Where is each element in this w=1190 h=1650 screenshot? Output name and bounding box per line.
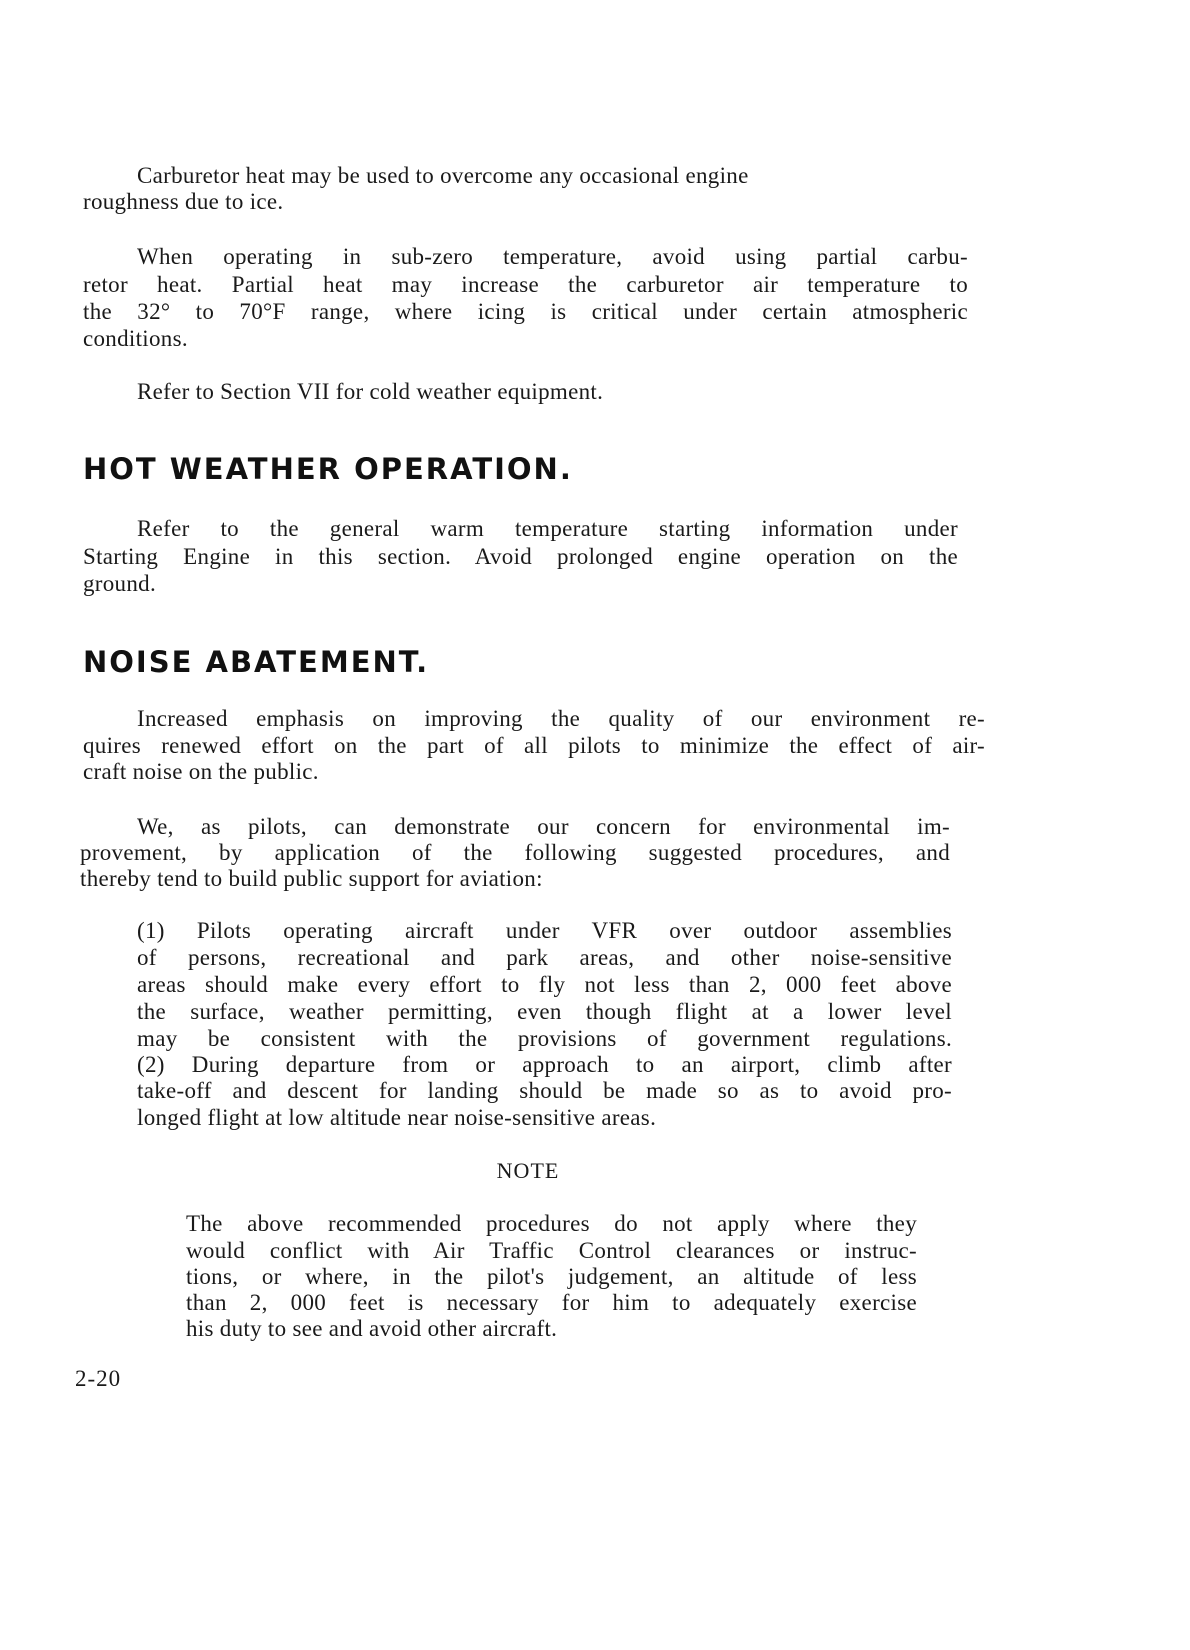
note-title: NOTE <box>496 1158 560 1183</box>
paragraph-sub-zero-line: When operating in sub-zero temperature, avoid using partial carbu- <box>137 244 968 269</box>
paragraph-note-body-line: tions, or where, in the pilot's judgement, an altitude of less <box>186 1264 917 1289</box>
paragraph-list-line: the surface, weather permitting, even though flight at a lower level <box>137 999 952 1024</box>
paragraph-sub-zero-line: retor heat. Partial heat may increase the carburetor air temperature to <box>83 272 968 297</box>
heading-hot-weather: HOT WEATHER OPERATION. <box>83 452 573 486</box>
paragraph-note-body-line: The above recommended procedures do not apply where they <box>186 1211 917 1236</box>
paragraph-list-line: (1) Pilots operating aircraft under VFR over outdoor assemblies <box>137 918 952 943</box>
paragraph-list-line: longed flight at low altitude near noise-sensitive areas. <box>137 1105 657 1130</box>
paragraph-list-line: (2) During departure from or approach to an airport, climb after <box>137 1052 952 1077</box>
paragraph-noise-1-line: Increased emphasis on improving the quality of our environment re- <box>137 706 985 731</box>
paragraph-hot-weather-line: ground. <box>83 571 157 596</box>
paragraph-noise-2-line: provement, by application of the following suggested procedures, and <box>80 840 950 865</box>
paragraph-list-line: may be consistent with the provisions of government regulations. <box>137 1026 952 1051</box>
paragraph-hot-weather-line: Refer to the general warm temperature starting information under <box>137 516 958 541</box>
paragraph-list-line: of persons, recreational and park areas, and other noise-sensitive <box>137 945 952 970</box>
paragraph-noise-1-line: quires renewed effort on the part of all pilots to minimize the effect of air- <box>83 733 985 758</box>
paragraph-note-body-line: than 2, 000 feet is necessary for him to adequately exercise <box>186 1290 917 1315</box>
paragraph-carb-heat-line: roughness due to ice. <box>83 189 284 214</box>
paragraph-sub-zero-line: conditions. <box>83 326 188 351</box>
paragraph-section-ref-line: Refer to Section VII for cold weather equipment. <box>137 379 604 404</box>
paragraph-note-body-line: would conflict with Air Traffic Control clearances or instruc- <box>186 1238 917 1263</box>
page-number: 2-20 <box>75 1366 122 1391</box>
paragraph-note-body-line: his duty to see and avoid other aircraft. <box>186 1316 558 1341</box>
paragraph-carb-heat-line: Carburetor heat may be used to overcome any occasional engine <box>137 163 749 188</box>
heading-noise-abatement: NOISE ABATEMENT. <box>83 645 430 679</box>
paragraph-list-line: areas should make every effort to fly not less than 2, 000 feet above <box>137 972 952 997</box>
paragraph-hot-weather-line: Starting Engine in this section. Avoid prolonged engine operation on the <box>83 544 958 569</box>
paragraph-list-line: take-off and descent for landing should be made so as to avoid pro- <box>137 1078 952 1103</box>
paragraph-noise-2-line: thereby tend to build public support for aviation: <box>80 866 543 891</box>
paragraph-noise-1-line: craft noise on the public. <box>83 759 319 784</box>
paragraph-noise-2-line: We, as pilots, can demonstrate our concern for environmental im- <box>137 814 950 839</box>
paragraph-sub-zero-line: the 32° to 70°F range, where icing is critical under certain atmospheric <box>83 299 968 324</box>
